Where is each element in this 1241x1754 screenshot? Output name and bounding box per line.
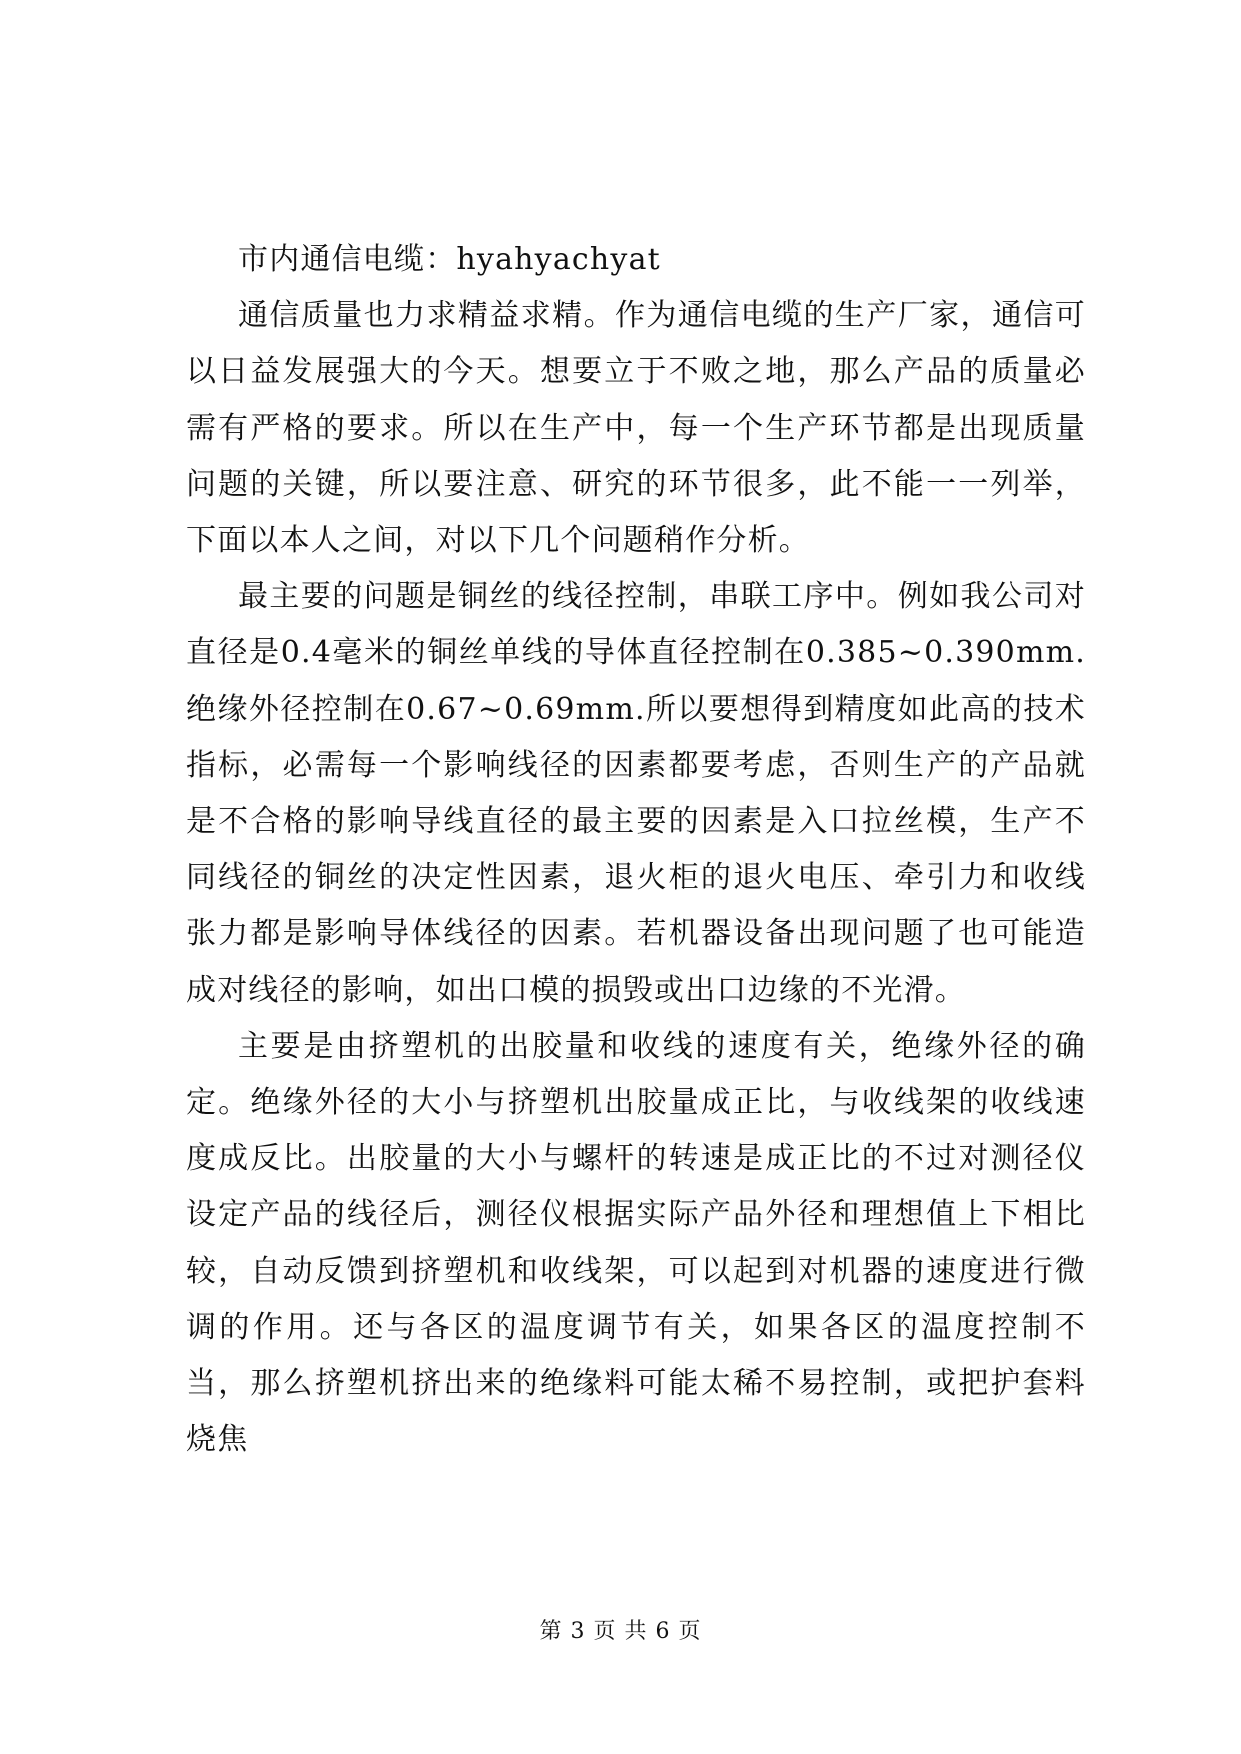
document-body bbox=[186, 232, 1086, 1468]
paragraph-quality-intro: 通信质量也力求精益求精。作为通信电缆的生产厂家，通信可以日益发展强大的今天。想要立于不败之地，那么产品的质量必需有严格的要求。所以在生产中，每一个生产环节都是出现质量问题的关键，所以要注意、研究的环节很多，此不能一一列举，下面以本人之间，对以下几个问题稍作分析。 bbox=[186, 298, 1086, 559]
paragraph-wire-diameter: 最主要的问题是铜丝的线径控制，串联工序中。例如我公司对直径是0.4毫米的铜丝单线的导体直径控制在0.385~0.390mm.绝缘外径控制在0.67~0.69mm.所以要想得到精度如此高的技术指标，必需每一个影响线径的因素都要考虑，否则生产的产品就是不合格的影响导线直径的最主要的因素是入口拉丝模，生产不同线径的铜丝的决定性因素，退火柜的退火电压、牵引力和收线张力都是影响导体线径的因素。若机器设备出现问题了也可能造成对线径的影响，如出口模的损毁或出口边缘的不光滑。 bbox=[186, 579, 1086, 1008]
paragraph-insulation-diameter: 主要是由挤塑机的出胶量和收线的速度有关，绝缘外径的确定。绝缘外径的大小与挤塑机出胶量成正比，与收线架的收线速度成反比。出胶量的大小与螺杆的转速是成正比的不过对测径仪设定产品的线径后，测径仪根据实际产品外径和理想值上下相比较，自动反馈到挤塑机和收线架，可以起到对机器的速度进行微调的作用。还与各区的温度调节有关，如果各区的温度控制不当，那么挤塑机挤出来的绝缘料可能太稀不易控制，或把护套料烧焦 bbox=[186, 1028, 1086, 1458]
paragraph-heading-line: 市内通信电缆：hyahyachyat bbox=[238, 242, 661, 277]
page-number-footer: 第 3 页 共 6 页 bbox=[539, 1619, 702, 1644]
